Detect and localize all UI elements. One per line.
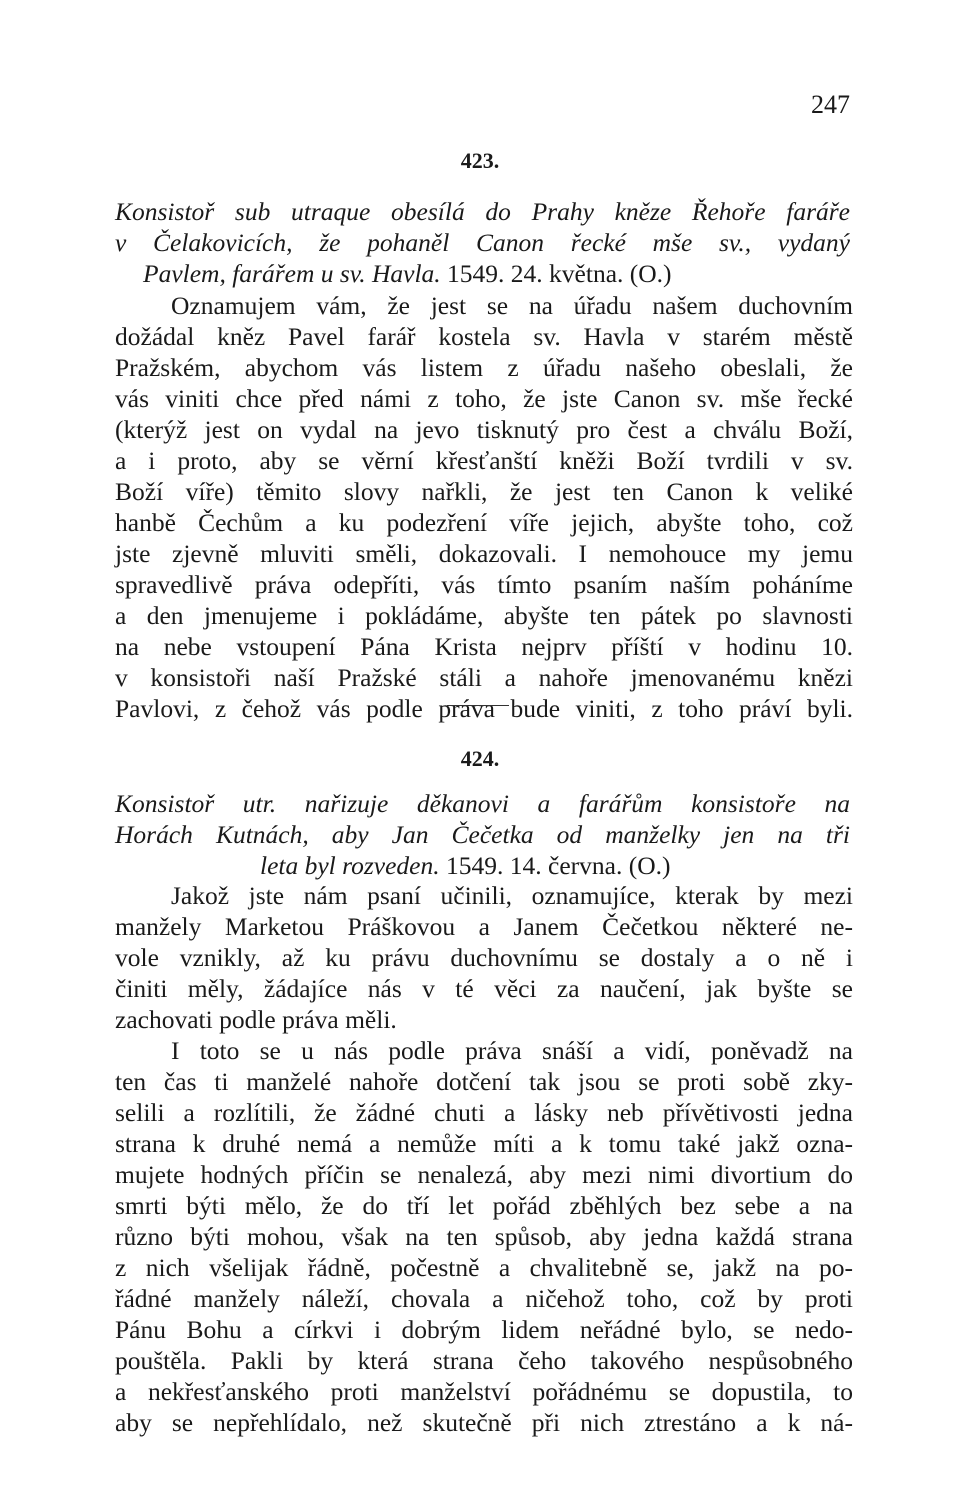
text-line: na nebe vstoupení Pána Krista nejprv příští v hodinu 10. bbox=[115, 632, 853, 661]
heading-line-with-date bbox=[115, 850, 850, 881]
text-line: vole vznikly, až ku právu duchovnímu se dostaly a o ně i bbox=[115, 943, 853, 972]
document-date: 1549. 14. června. (O.) bbox=[446, 851, 671, 880]
document-body-423 bbox=[115, 290, 853, 724]
heading-line: leta byl rozveden. bbox=[260, 851, 440, 880]
text-line: Oznamujem vám, že jest se na úřadu našem duchovním bbox=[171, 291, 853, 320]
text-line: manžely Marketou Práškovou a Janem Čečetkou některé ne- bbox=[115, 912, 853, 941]
heading-line: Pavlem, farářem u sv. Havla. bbox=[143, 259, 441, 288]
text-line: I toto se u nás podle práva snáší a vidí, poněvadž na bbox=[171, 1036, 853, 1065]
text-line: a nekřesťanského proti manželství pořádnému se dopustila, to bbox=[115, 1377, 853, 1406]
text-line: selili a rozlítili, že žádné chuti a lásky neb přívětivosti jedna bbox=[115, 1098, 853, 1127]
text-line: řádné manžely náleží, chovala a ničehož toho, což by proti bbox=[115, 1284, 853, 1313]
page-number: 247 bbox=[811, 90, 850, 119]
text-line: z nich všelijak řádně, počestně a chvalitebně se, jakž na po- bbox=[115, 1253, 853, 1282]
text-line: Pánu Bohu a církvi i dobrým lidem neřádné bylo, se nedo- bbox=[115, 1315, 853, 1344]
text-line: pouštěla. Pakli by která strana čeho takového nespůsobného bbox=[115, 1346, 853, 1375]
heading-line: v Čelakovicích, že pohaněl Canon řecké mše sv., vydaný bbox=[115, 228, 850, 257]
text-line: spravedlivě práva odepříti, vás tímto psaním naším poháníme bbox=[115, 570, 853, 599]
text-line: v konsistoři naší Pražské stáli a nahoře jmenovanému knězi bbox=[115, 663, 853, 692]
text-line: různo býti mohou, však na ten spůsob, aby jedna každá strana bbox=[115, 1222, 853, 1251]
heading-line: Horách Kutnách, aby Jan Čečetka od manželky jen na tři bbox=[115, 820, 850, 849]
document-heading-423 bbox=[115, 196, 850, 289]
document-heading-424 bbox=[115, 788, 850, 881]
document-number-423: 423. bbox=[460, 148, 500, 173]
heading-line: Konsistoř sub utraque obesílá do Prahy kněze Řehoře faráře bbox=[115, 197, 850, 226]
text-line: Boží víře) těmito slovy nařkli, že jest ten Canon k veliké bbox=[115, 477, 853, 506]
text-line: smrti býti mělo, že do tří let pořád zběhlých bez sebe a na bbox=[115, 1191, 853, 1220]
section-divider bbox=[447, 705, 509, 706]
heading-line: Konsistoř utr. nařizuje děkanovi a farářům konsistoře na bbox=[115, 789, 850, 818]
text-line: a i proto, aby se věrní křesťanští kněži Boží tvrdili v sv. bbox=[115, 446, 853, 475]
text-line: mujete hodných příčin se nenalezá, aby mezi nimi divortium do bbox=[115, 1160, 853, 1189]
text-line: ten čas ti manželé nahoře dotčení tak jsou se proti sobě zky- bbox=[115, 1067, 853, 1096]
document-date: 1549. 24. května. (O.) bbox=[447, 259, 672, 288]
heading-line-with-date bbox=[115, 258, 850, 289]
text-line: (kterýž jest on vydal na jevo tisknutý pro čest a chválu Boží, bbox=[115, 415, 853, 444]
text-line: hanbě Čechům a ku podezření víře jejich, abyšte toho, což bbox=[115, 508, 853, 537]
text-line: aby se nepřehlídalo, než skutečně při nich ztrestáno a k ná- bbox=[115, 1408, 853, 1437]
text-line: činiti měly, žádajíce nás v té věci za naučení, jak byšte se bbox=[115, 974, 853, 1003]
text-line: zachovati podle práva měli. bbox=[115, 1005, 397, 1034]
text-line: vás viniti chce před námi z toho, že jste Canon sv. mše řecké bbox=[115, 384, 853, 413]
text-line: Jakož jste nám psaní učinili, oznamujíce, kterak by mezi bbox=[171, 881, 853, 910]
text-line: a den jmenujeme i pokládáme, abyšte ten pátek po slavnosti bbox=[115, 601, 853, 630]
text-line: Pražském, abychom vás listem z úřadu našeho obeslali, že bbox=[115, 353, 853, 382]
document-body-424 bbox=[115, 880, 853, 1438]
document-number-424: 424. bbox=[460, 746, 500, 771]
text-line: dožádal kněz Pavel farář kostela sv. Havla v starém městě bbox=[115, 322, 853, 351]
text-line: jste zjevně mluviti směli, dokazovali. I nemohouce my jemu bbox=[115, 539, 853, 568]
text-line: strana k druhé nemá a nemůže míti a k tomu také jakž ozna- bbox=[115, 1129, 853, 1158]
text-line: Pavlovi, z čehož vás podle práva bude viniti, z toho práví byli. bbox=[115, 694, 853, 723]
